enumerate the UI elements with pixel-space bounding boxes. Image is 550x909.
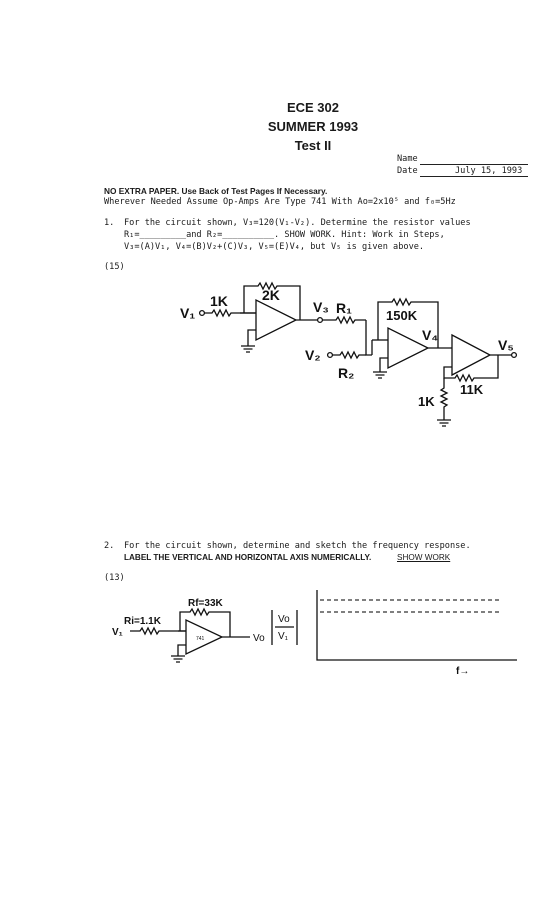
instruction-no-extra-paper: NO EXTRA PAPER. Use Back of Test Pages If Necessary. [104,186,328,196]
course-title: ECE 302 [286,100,340,115]
label-v5: V₅ [498,337,514,353]
label-v4: V₄ [422,327,439,343]
label-rf: Rf=33K [188,598,223,609]
date-label: Date [397,166,418,176]
test-title: Test II [294,138,332,153]
label-150k: 150K [386,308,418,323]
problem2-show-work: SHOW WORK [397,553,451,562]
label-11k: 11K [460,382,484,397]
label-opamp-741: 741 [196,636,205,642]
problem2-number: 2. [104,541,115,551]
problem2-line2: LABEL THE VERTICAL AND HORIZONTAL AXIS NUMERICALLY. [124,553,372,562]
label-v1: V₁ [180,305,196,321]
problem1-line2: R₁=_________and R₂=__________. SHOW WORK. Hint: Work in Steps, [124,230,445,240]
label-v1-input: V₁ [112,627,123,638]
problem1-points: (15) [104,262,125,272]
ratio-denominator: V₁ [278,631,289,642]
problem1-number: 1. [104,218,115,228]
date-value: July 15, 1993 [455,166,523,176]
label-v2: V₂ [305,347,321,363]
instruction-op-amps: Wherever Needed Assume Op-Amps Are Type 741 With Ao=2x10⁵ and f₀=5Hz [104,197,456,207]
label-r2: R₂ [338,365,355,381]
label-1k: 1K [210,293,228,309]
label-r1: R₁ [336,300,352,316]
label-v3: V₃ [313,299,329,315]
label-vo-output: Vo [253,633,265,644]
name-label: Name [397,154,418,164]
problem2-points: (13) [104,573,125,583]
label-1k-ground: 1K [418,394,435,409]
problem1-line1: For the circuit shown, V₃=120(V₁-V₂). Determine the resistor values [124,218,471,228]
problem2-line1: For the circuit shown, determine and sketch the frequency response. [124,541,471,551]
term-title: SUMMER 1993 [267,119,359,134]
ratio-numerator: Vo [278,614,290,625]
label-ri: Ri=1.1K [124,616,161,627]
problem1-line3: V₃=(A)V₁, V₄=(B)V₂+(C)V₃, V₅=(E)V₄, but V₅ is given above. [124,242,425,252]
graph-x-axis-label: f→ [456,666,470,677]
label-2k: 2K [262,287,280,303]
